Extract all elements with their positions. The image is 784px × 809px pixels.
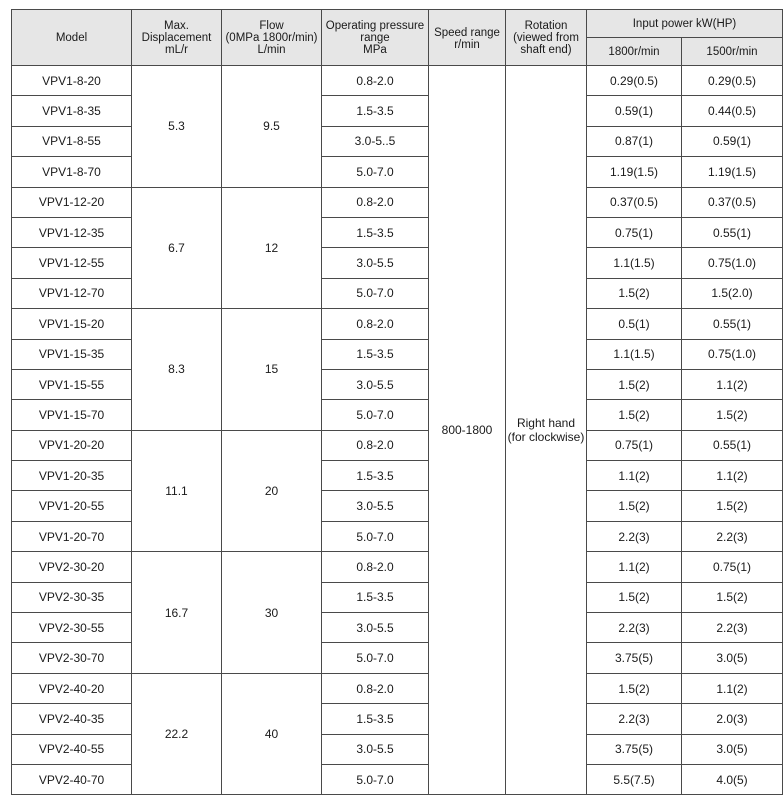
displacement-cell: 11.1 [132, 430, 222, 552]
flow-cell: 30 [222, 552, 322, 674]
pressure-cell: 5.0-7.0 [322, 400, 429, 430]
pressure-cell: 5.0-7.0 [322, 643, 429, 673]
table-row [12, 673, 783, 703]
power-1800-cell: 3.75(5) [587, 734, 682, 764]
table-row [12, 369, 783, 399]
model-cell: VPV1-8-70 [12, 157, 132, 187]
rotation-line: Right hand [516, 416, 576, 431]
power-1500-cell: 0.55(1) [682, 430, 783, 460]
table-row [12, 430, 783, 460]
power-1500-cell: 0.75(1.0) [682, 248, 783, 278]
table-row [12, 643, 783, 673]
pressure-cell: 1.5-3.5 [322, 704, 429, 734]
table-row [12, 582, 783, 612]
table-row [12, 66, 783, 96]
power-1500-cell: 1.5(2) [682, 400, 783, 430]
power-1500-cell: 0.75(1) [682, 552, 783, 582]
power-1500-cell: 1.1(2) [682, 461, 783, 491]
power-1800-cell: 1.1(1.5) [587, 339, 682, 369]
model-cell: VPV1-8-35 [12, 96, 132, 126]
table-row [12, 734, 783, 764]
pressure-cell: 5.0-7.0 [322, 278, 429, 308]
power-1800-cell: 5.5(7.5) [587, 764, 682, 794]
pressure-cell: 0.8-2.0 [322, 430, 429, 460]
pressure-cell: 0.8-2.0 [322, 552, 429, 582]
power-1800-cell: 3.75(5) [587, 643, 682, 673]
header-speed [429, 10, 506, 66]
table-row [12, 400, 783, 430]
model-cell: VPV1-8-20 [12, 66, 132, 96]
table-row [12, 157, 783, 187]
model-cell: VPV1-20-55 [12, 491, 132, 521]
model-cell: VPV2-30-70 [12, 643, 132, 673]
model-cell: VPV2-30-35 [12, 582, 132, 612]
displacement-cell: 5.3 [132, 66, 222, 188]
pressure-cell: 3.0-5.5 [322, 369, 429, 399]
table-row [12, 704, 783, 734]
header-flow-line: Flow [259, 19, 284, 32]
model-cell: VPV1-15-70 [12, 400, 132, 430]
table-row [12, 309, 783, 339]
header-model: Model [12, 10, 132, 66]
model-cell: VPV2-30-55 [12, 613, 132, 643]
power-1800-cell: 2.2(3) [587, 521, 682, 551]
pressure-cell: 0.8-2.0 [322, 309, 429, 339]
model-cell: VPV1-20-70 [12, 521, 132, 551]
power-1500-cell: 0.44(0.5) [682, 96, 783, 126]
header-displacement-line: Displacement [141, 31, 212, 44]
model-cell: VPV2-40-35 [12, 704, 132, 734]
power-1800-cell: 1.1(2) [587, 552, 682, 582]
pressure-cell: 1.5-3.5 [322, 339, 429, 369]
table-row [12, 339, 783, 369]
power-1800-cell: 2.2(3) [587, 613, 682, 643]
model-cell: VPV1-12-35 [12, 217, 132, 247]
power-1800-cell: 0.29(0.5) [587, 66, 682, 96]
power-1500-cell: 4.0(5) [682, 764, 783, 794]
displacement-cell: 16.7 [132, 552, 222, 674]
header-flow-line: L/min [257, 43, 286, 56]
pressure-cell: 0.8-2.0 [322, 673, 429, 703]
power-1500-cell: 1.19(1.5) [682, 157, 783, 187]
header-rotation [506, 10, 587, 66]
header-rotation-line: Rotation [524, 19, 568, 32]
power-1800-cell: 2.2(3) [587, 704, 682, 734]
displacement-cell: 6.7 [132, 187, 222, 309]
header-power-1800: 1800r/min [587, 38, 682, 66]
model-cell: VPV2-40-20 [12, 673, 132, 703]
table-row [12, 764, 783, 794]
model-cell: VPV1-15-20 [12, 309, 132, 339]
header-displacement-line: mL/r [165, 43, 188, 56]
header-pressure-line: MPa [363, 43, 387, 56]
table-row [12, 461, 783, 491]
power-1500-cell: 1.1(2) [682, 673, 783, 703]
flow-cell: 15 [222, 309, 322, 431]
power-1500-cell: 3.0(5) [682, 643, 783, 673]
table-row [12, 278, 783, 308]
power-1800-cell: 1.5(2) [587, 491, 682, 521]
table-row [12, 126, 783, 156]
power-1500-cell: 2.2(3) [682, 521, 783, 551]
power-1800-cell: 0.87(1) [587, 126, 682, 156]
pressure-cell: 1.5-3.5 [322, 461, 429, 491]
power-1500-cell: 2.2(3) [682, 613, 783, 643]
power-1800-cell: 1.5(2) [587, 400, 682, 430]
displacement-cell: 8.3 [132, 309, 222, 431]
pressure-cell: 5.0-7.0 [322, 764, 429, 794]
speed-range-cell: 800-1800 [429, 66, 506, 795]
power-1500-cell: 1.5(2) [682, 491, 783, 521]
power-1500-cell: 3.0(5) [682, 734, 783, 764]
power-1800-cell: 1.1(2) [587, 461, 682, 491]
table-row [12, 491, 783, 521]
pressure-cell: 3.0-5.5 [322, 248, 429, 278]
header-pressure-line: Operating pressure [325, 19, 425, 32]
pressure-cell: 3.0-5.5 [322, 613, 429, 643]
header-flow-line: (0MPa 1800r/min) [225, 31, 318, 44]
pressure-cell: 3.0-5..5 [322, 126, 429, 156]
model-cell: VPV2-40-70 [12, 764, 132, 794]
power-1800-cell: 1.5(2) [587, 582, 682, 612]
model-cell: VPV2-40-55 [12, 734, 132, 764]
power-1800-cell: 0.75(1) [587, 430, 682, 460]
power-1800-cell: 1.5(2) [587, 673, 682, 703]
header-pressure-line: range [360, 31, 390, 44]
pressure-cell: 3.0-5.5 [322, 491, 429, 521]
model-cell: VPV1-8-55 [12, 126, 132, 156]
power-1500-cell: 0.59(1) [682, 126, 783, 156]
header-speed-line: r/min [454, 39, 480, 51]
power-1800-cell: 0.59(1) [587, 96, 682, 126]
pressure-cell: 3.0-5.5 [322, 734, 429, 764]
model-cell: VPV1-20-35 [12, 461, 132, 491]
displacement-cell: 22.2 [132, 673, 222, 795]
header-flow [222, 10, 322, 66]
pressure-cell: 5.0-7.0 [322, 521, 429, 551]
flow-cell: 9.5 [222, 66, 322, 188]
power-1500-cell: 0.55(1) [682, 309, 783, 339]
pressure-cell: 5.0-7.0 [322, 157, 429, 187]
spec-table [11, 9, 783, 795]
header-displacement-line: Max. [164, 19, 189, 32]
power-1500-cell: 0.75(1.0) [682, 339, 783, 369]
power-1800-cell: 1.5(2) [587, 369, 682, 399]
power-1800-cell: 0.75(1) [587, 217, 682, 247]
model-cell: VPV1-20-20 [12, 430, 132, 460]
model-cell: VPV1-12-70 [12, 278, 132, 308]
pressure-cell: 1.5-3.5 [322, 582, 429, 612]
model-cell: VPV1-15-35 [12, 339, 132, 369]
power-1500-cell: 0.29(0.5) [682, 66, 783, 96]
rotation-cell [506, 66, 587, 795]
pressure-cell: 0.8-2.0 [322, 66, 429, 96]
rotation-line: (for clockwise) [507, 430, 585, 445]
model-cell: VPV1-15-55 [12, 369, 132, 399]
header-input-power: Input power kW(HP) [587, 10, 783, 38]
pressure-cell: 0.8-2.0 [322, 187, 429, 217]
power-1500-cell: 2.0(3) [682, 704, 783, 734]
power-1500-cell: 1.5(2) [682, 582, 783, 612]
header-displacement [132, 10, 222, 66]
header-pressure [322, 10, 429, 66]
table-row [12, 248, 783, 278]
model-cell: VPV1-12-55 [12, 248, 132, 278]
model-cell: VPV2-30-20 [12, 552, 132, 582]
table-header [12, 10, 783, 66]
table-row [12, 217, 783, 247]
power-1500-cell: 0.37(0.5) [682, 187, 783, 217]
header-rotation-line: (viewed from [513, 31, 579, 44]
power-1800-cell: 0.5(1) [587, 309, 682, 339]
table-body [12, 66, 783, 795]
pressure-cell: 1.5-3.5 [322, 217, 429, 247]
table-row [12, 521, 783, 551]
table-row [12, 552, 783, 582]
power-1800-cell: 0.37(0.5) [587, 187, 682, 217]
header-speed-line: Speed range [434, 27, 500, 39]
header-rotation-line: shaft end) [520, 43, 572, 56]
power-1800-cell: 1.19(1.5) [587, 157, 682, 187]
header-power-1500: 1500r/min [682, 38, 783, 66]
table-row [12, 96, 783, 126]
power-1500-cell: 0.55(1) [682, 217, 783, 247]
power-1800-cell: 1.5(2) [587, 278, 682, 308]
flow-cell: 20 [222, 430, 322, 552]
table-row [12, 613, 783, 643]
table-row [12, 187, 783, 217]
pressure-cell: 1.5-3.5 [322, 96, 429, 126]
flow-cell: 12 [222, 187, 322, 309]
power-1800-cell: 1.1(1.5) [587, 248, 682, 278]
model-cell: VPV1-12-20 [12, 187, 132, 217]
flow-cell: 40 [222, 673, 322, 795]
power-1500-cell: 1.5(2.0) [682, 278, 783, 308]
power-1500-cell: 1.1(2) [682, 369, 783, 399]
